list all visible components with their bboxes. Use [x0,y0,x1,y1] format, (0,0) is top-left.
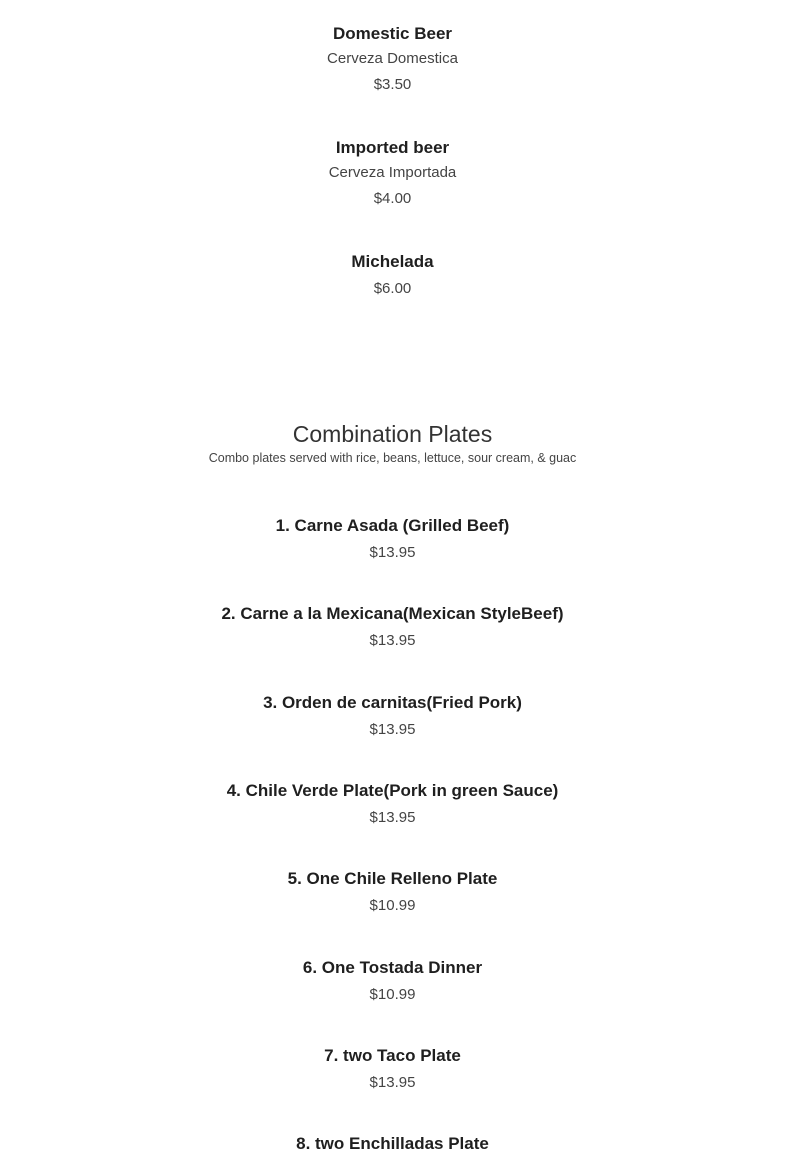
item-name: 3. Orden de carnitas(Fried Pork) [263,693,522,712]
item-price: $6.00 [373,280,412,297]
item-description: Cerveza Importada [328,164,457,181]
menu-item-combo-3 [0,692,785,740]
item-name: 1. Carne Asada (Grilled Beef) [275,516,510,535]
item-price: $10.99 [369,986,416,1003]
item-name: 7. two Taco Plate [324,1046,461,1065]
menu-item-combo-6 [0,957,785,1005]
item-name: Michelada [351,252,434,271]
item-price: $13.95 [369,721,416,738]
menu-item-michelada [0,251,785,299]
item-name: Domestic Beer [332,24,453,43]
item-price: $13.95 [369,1074,416,1091]
item-name: 2. Carne a la Mexicana(Mexican StyleBeef) [221,604,564,623]
menu-item-imported-beer [0,137,785,209]
item-price: $13.95 [369,632,416,649]
menu-item-combo-5 [0,868,785,916]
menu-item-combo-7 [0,1045,785,1093]
item-price: $10.99 [369,897,416,914]
item-price: $3.50 [373,76,412,93]
item-price: $4.00 [373,190,412,207]
item-name: Imported beer [335,138,450,157]
section-header-combination-plates [0,419,785,467]
menu-item-domestic-beer [0,23,785,95]
item-price: $13.95 [369,809,416,826]
section-subtitle: Combo plates served with rice, beans, lettuce, sour cream, & guac [208,451,577,465]
item-name: 5. One Chile Relleno Plate [287,869,498,888]
menu-item-combo-2 [0,603,785,651]
item-price: $13.95 [369,544,416,561]
item-name: 4. Chile Verde Plate(Pork in green Sauce) [226,781,559,800]
menu-item-combo-4 [0,780,785,828]
section-title: Combination Plates [292,421,493,447]
item-description: Cerveza Domestica [327,50,458,67]
item-name: 6. One Tostada Dinner [302,958,483,977]
menu-item-combo-8 [0,1133,785,1155]
item-name: 8. two Enchilladas Plate [296,1134,489,1153]
menu-item-combo-1 [0,515,785,563]
